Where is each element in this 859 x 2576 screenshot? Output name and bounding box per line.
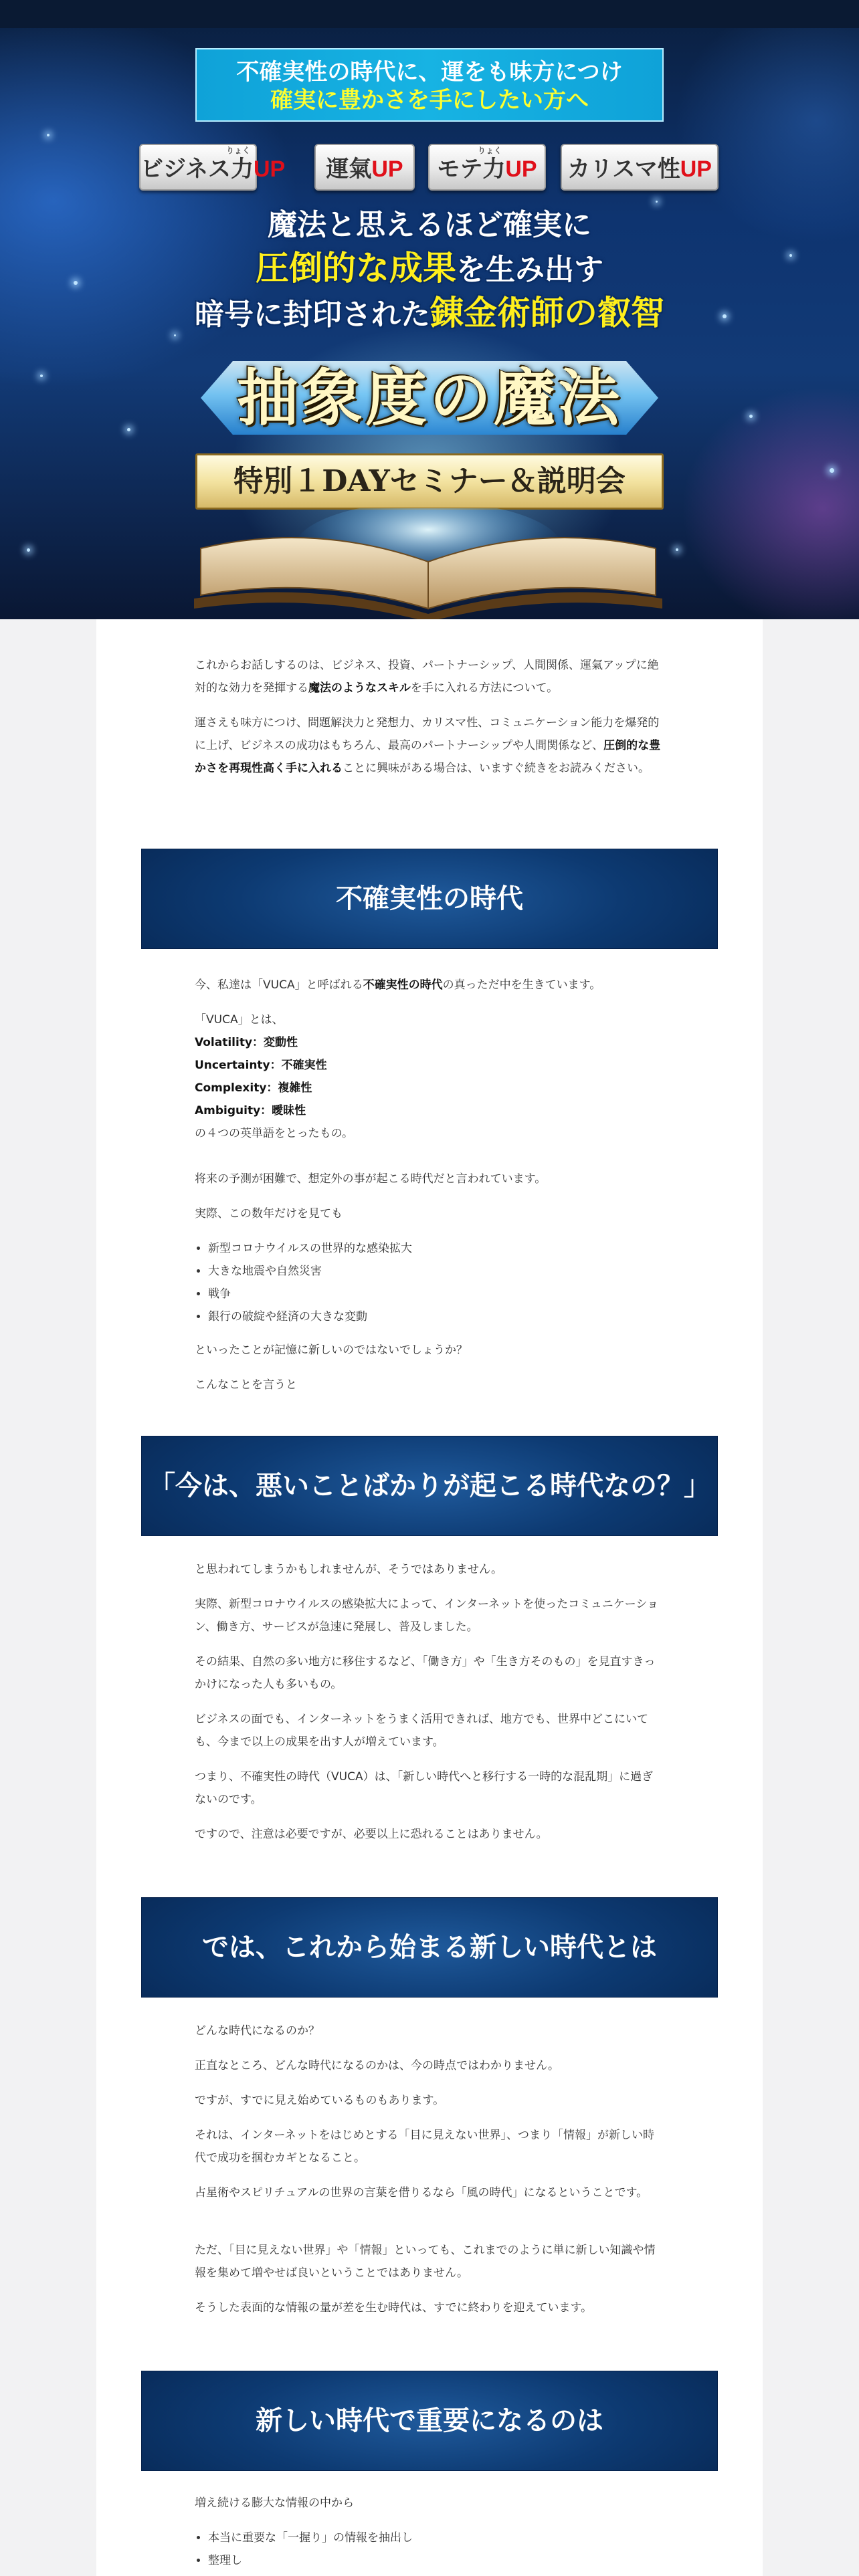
- s1-p1-b: 不確実性の時代: [363, 978, 443, 992]
- sparkle: [47, 134, 50, 136]
- open-book-illustration: [187, 508, 669, 619]
- claim-line3-prefix: 暗号に封印された: [195, 298, 430, 332]
- vuca-item-uncertainty-text: Uncertainty：不確実性: [195, 1059, 327, 1072]
- hero-claim: [0, 204, 859, 336]
- s1-paragraph-1: [195, 974, 663, 996]
- intro-p2-b: 圧倒的な豊かさを再現性高く手に入れる: [195, 739, 661, 775]
- badge-attractiveness-up: UP: [505, 156, 537, 182]
- list-item: • 戦争: [208, 1283, 663, 1305]
- sparkle: [749, 415, 753, 418]
- list-item: • 銀行の破綻や経済の大きな変動: [208, 1305, 663, 1328]
- intro-paragraph-1: [195, 654, 663, 700]
- s2-paragraph-2: 実際、新型コロナウイルスの感染拡大によって、インターネットを使ったコミュニケーション、働き方、サービスが急速に発展し、普及しました。: [195, 1598, 659, 1634]
- sparkle: [656, 201, 658, 203]
- badge-charisma: [561, 144, 719, 191]
- vuca-intro: 「VUCA」とは、: [195, 1013, 284, 1027]
- badge-luck-up: UP: [371, 156, 403, 182]
- section-heading-bad-times-question: 「今は、悪いことばかりが起こる時代なの？」: [142, 1436, 717, 1535]
- badge-business-label: ビジネス力: [140, 156, 254, 182]
- benefit-badges: [0, 144, 859, 195]
- section-heading-uncertainty: 不確実性の時代: [142, 849, 717, 948]
- hero-title: [201, 361, 658, 435]
- claim-line2-rest: を生み出す: [456, 253, 603, 287]
- badge-business-up: UP: [253, 156, 286, 182]
- s3-paragraph-4: それは、インターネットをはじめとする「目に見えない世界」、つまり「情報」が新しい時代で成功を掴むカギとなること。: [195, 2129, 654, 2165]
- section-heading-new-era: では、これから始まる新しい時代とは: [142, 1898, 717, 1997]
- s2-paragraph-3: その結果、自然の多い地方に移住するなど、「働き方」や「生き方そのもの」を見直すきっかけになった人も多いもの。: [195, 1655, 656, 1691]
- hero-banner: [0, 0, 859, 619]
- intro-p1-b: 魔法のようなスキル: [308, 681, 411, 695]
- claim-line2-highlight: 圧倒的な成果: [256, 249, 456, 288]
- claim-line3: [0, 292, 859, 336]
- badge-charisma-label: カリスマ性: [567, 156, 680, 182]
- badge-charisma-up: UP: [680, 156, 712, 182]
- top-target-banner: [195, 48, 664, 122]
- badge-attractiveness: [428, 144, 546, 191]
- section-heading-what-matters: 新しい時代で重要になるのは: [142, 2371, 717, 2470]
- s3-paragraph-5: 占星術やスピリチュアルの世界の言葉を借りるなら「風の時代」になるということです。: [195, 2186, 648, 2199]
- badge-luck-label: 運氣: [326, 156, 372, 182]
- top-banner-line1: 不確実性の時代に、運をも味方につけ: [236, 59, 623, 86]
- badge-business: [139, 144, 286, 191]
- badge-business-ruby: りょく: [226, 146, 251, 155]
- intro-paragraph-2: [195, 712, 663, 780]
- vuca-item-ambiguity-text: Ambiguity：曖昧性: [195, 1104, 306, 1117]
- s1-paragraph-4: といったことが記憶に新しいのではないでしょうか？: [195, 1344, 468, 1357]
- sparkle: [127, 428, 130, 431]
- vuca-item-volatility: [195, 1031, 663, 1054]
- intro-p2-a: 運さえも味方につけ、問題解決力と発想力、カリスマ性、コミュニケーション能力を爆発的に上げ、ビジネスの成功はもちろん、最高のパートナーシップや人間関係など、: [195, 716, 660, 752]
- claim-line2: [0, 247, 859, 292]
- s2-paragraph-5: つまり、不確実性の時代（VUCA）は、「新しい時代へと移行する一時的な混乱期」に過ぎないのです。: [195, 1770, 654, 1806]
- claim-line3-highlight: 錬金術師の叡智: [430, 294, 664, 332]
- s4-list: [195, 2527, 663, 2572]
- badge-luck: [314, 144, 415, 191]
- s1-paragraph-2: 将来の予測が困難で、想定外の事が起こる時代だと言われています。: [195, 1172, 547, 1186]
- s1-p1-c: の真っただ中を生きています。: [442, 978, 601, 992]
- list-item: • 新型コロナウイルスの世界的な感染拡大: [208, 1237, 663, 1260]
- intro-p1-a: これからお話しするのは、ビジネス、投資、パートナーシップ、人間関係、運氣アップに絶対的な効力を発揮する: [195, 659, 659, 695]
- list-item: • 本当に重要な「一握り」の情報を抽出し: [208, 2527, 663, 2549]
- sparkle: [830, 468, 834, 473]
- s2-paragraph-4: ビジネスの面でも、インターネットをうまく活用できれば、地方でも、世界中どこにいても、今まで以上の成果を出す人が増えています。: [195, 1713, 648, 1749]
- list-item: • 整理し: [208, 2549, 663, 2572]
- vuca-item-complexity: [195, 1077, 663, 1099]
- vuca-item-complexity-text: Complexity：複雑性: [195, 1081, 312, 1095]
- hero-top-bar: [0, 0, 859, 28]
- sparkle: [40, 374, 43, 377]
- vuca-item-ambiguity: [195, 1099, 663, 1122]
- badge-attractiveness-ruby: りょく: [478, 146, 502, 155]
- sparkle: [676, 548, 678, 551]
- vuca-item-uncertainty: [195, 1054, 663, 1077]
- intro-p1-c: を手に入れる方法について。: [410, 681, 559, 695]
- s1-vuca-block: [195, 1008, 663, 1145]
- s1-paragraph-5: こんなことを言うと: [195, 1378, 297, 1392]
- s3-paragraph-3: ですが、すでに見え始めているものもあります。: [195, 2094, 445, 2107]
- claim-line1: 魔法と思えるほど確実に: [268, 208, 591, 242]
- vuca-outro: の４つの英単語をとったもの。: [195, 1127, 353, 1140]
- s2-paragraph-1: と思われてしまうかもしれませんが、そうではありません。: [195, 1563, 503, 1576]
- list-item: • 大きな地震や自然災害: [208, 1260, 663, 1283]
- s1-p1-a: 今、私達は「VUCA」と呼ばれる: [195, 978, 363, 992]
- hero-title-text: 抽象度の魔法: [236, 362, 622, 434]
- vuca-item-volatility-text: Volatility：変動性: [195, 1036, 298, 1049]
- s3-paragraph-1: どんな時代になるのか？: [195, 2024, 320, 2038]
- badge-attractiveness-label: モテ力: [437, 156, 506, 182]
- intro-p2-c: ことに興味がある場合は、いますぐ続きをお読みください。: [343, 762, 650, 775]
- sparkle: [27, 548, 30, 552]
- top-banner-line2: 確実に豊かさを手にしたい方へ: [270, 87, 589, 114]
- hero-subtitle: 特別１DAYセミナー＆説明会: [195, 453, 664, 510]
- s1-event-list: [195, 1237, 663, 1328]
- s4-paragraph-1: 増え続ける膨大な情報の中から: [195, 2496, 354, 2510]
- s1-paragraph-3: 実際、この数年だけを見ても: [195, 1207, 343, 1220]
- s3-paragraph-2: 正直なところ、どんな時代になるのかは、今の時点ではわかりません。: [195, 2059, 560, 2072]
- s2-paragraph-6: ですので、注意は必要ですが、必要以上に恐れることはありません。: [195, 1828, 548, 1841]
- s3-paragraph-7: そうした表面的な情報の量が差を生む時代は、すでに終わりを迎えています。: [195, 2301, 593, 2315]
- main-content: [96, 619, 763, 2576]
- s3-paragraph-6: ただ、「目に見えない世界」や「情報」といっても、これまでのように単に新しい知識や情報を集めて増やせば良いということではありません。: [195, 2244, 656, 2280]
